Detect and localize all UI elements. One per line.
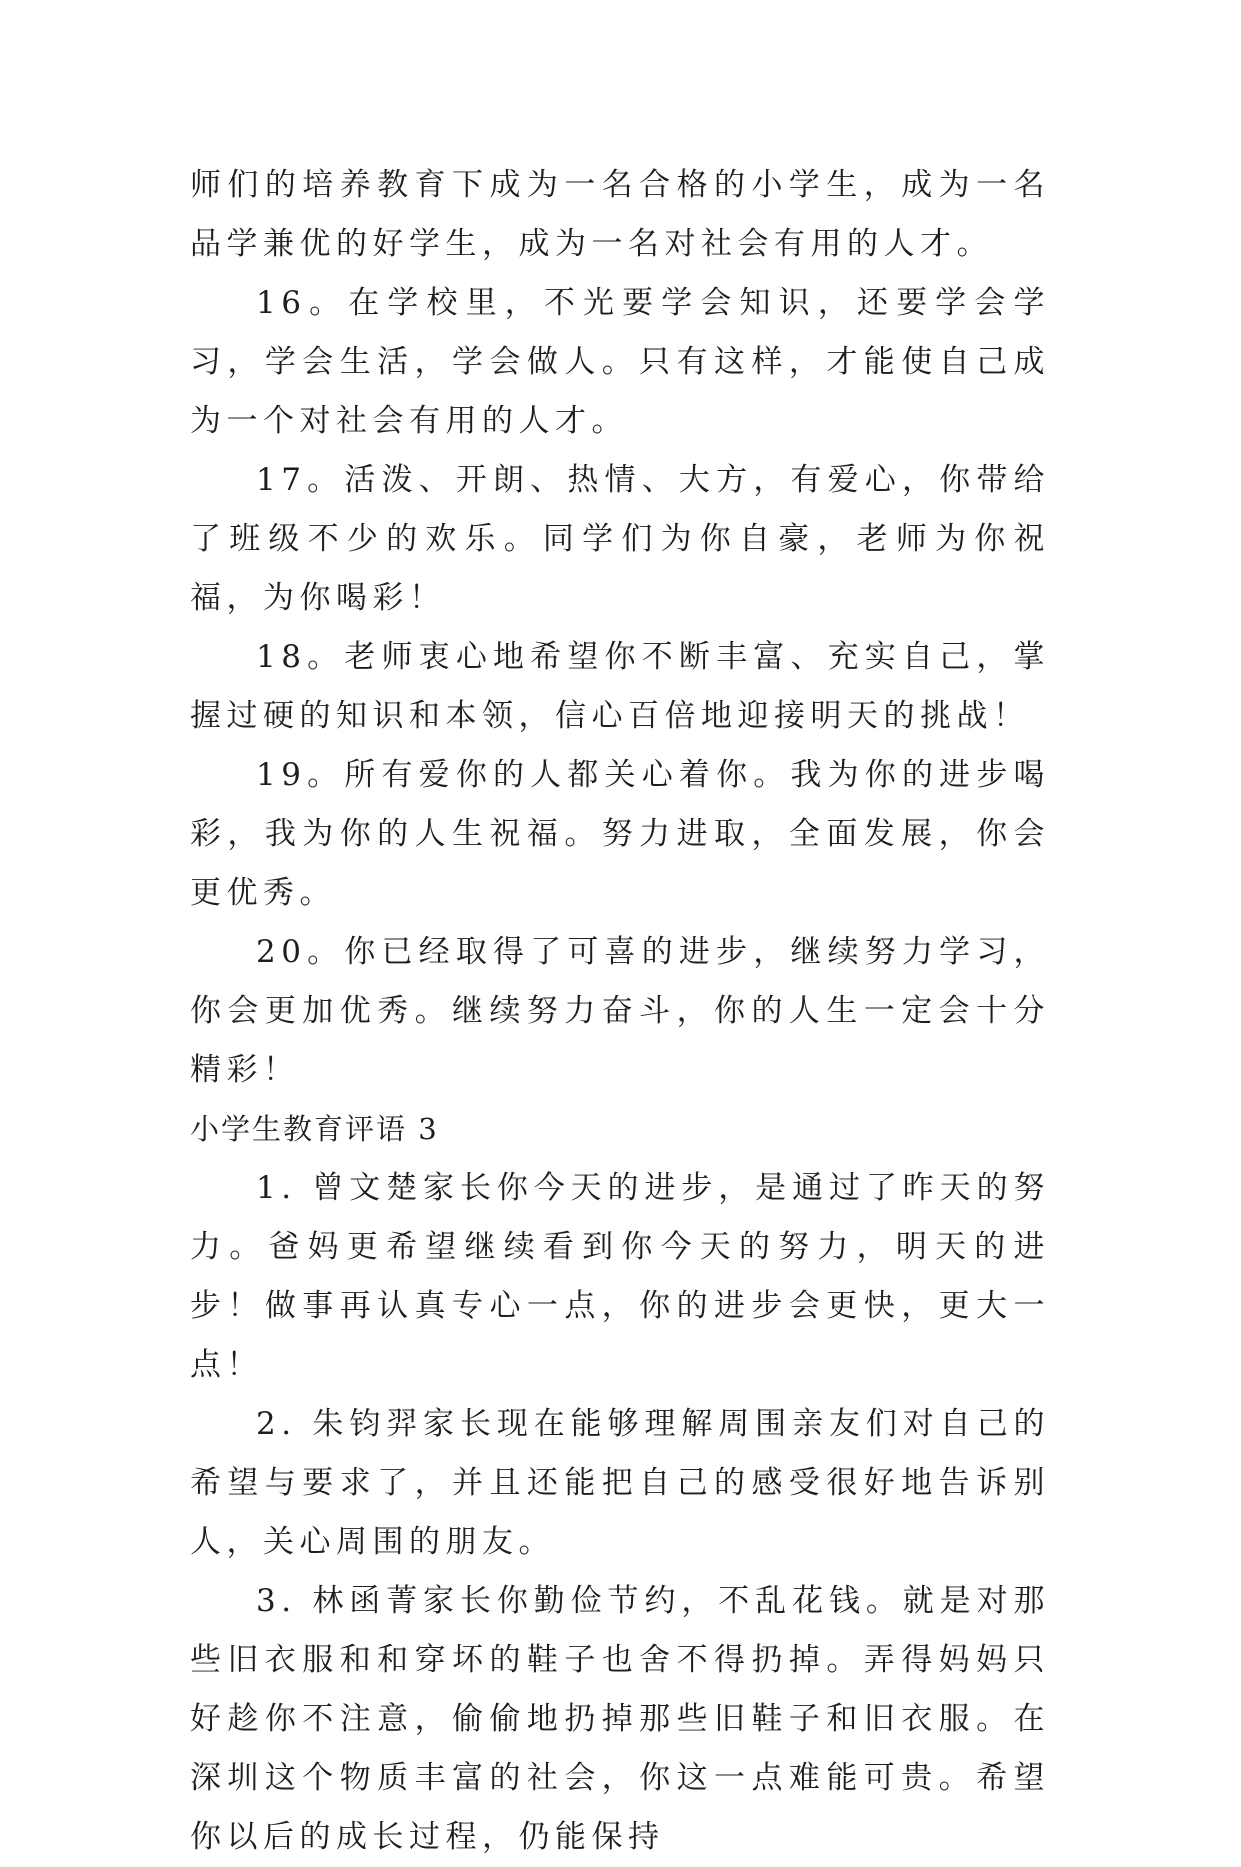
paragraph-item-19: 19。所有爱你的人都关心着你。我为你的进步喝彩，我为你的人生祝福。努力进取，全面发展，你会更优秀。 (190, 757, 1050, 911)
paragraph-item-17: 17。活泼、开朗、热情、大方，有爱心，你带给了班级不少的欢乐。同学们为你自豪，老师为你祝福，为你喝彩！ (190, 462, 1050, 616)
paragraph-item-18: 18。老师衷心地希望你不断丰富、充实自己，掌握过硬的知识和本领，信心百倍地迎接明天的挑战！ (190, 639, 1050, 734)
section-paragraph-1: 1. 曾文楚家长你今天的进步，是通过了昨天的努力。爸妈更希望继续看到你今天的努力，明天的进步！做事再认真专心一点，你的进步会更快，更大一点！ (190, 1170, 1050, 1383)
section-paragraph-3: 3. 林函菁家长你勤俭节约，不乱花钱。就是对那些旧衣服和和穿坏的鞋子也舍不得扔掉。弄得妈妈只好趁你不注意，偷偷地扔掉那些旧鞋子和旧衣服。在深圳这个物质丰富的社会，你这一点难能可贵。希望你以后的成长过程，仍能保持 (190, 1583, 1050, 1855)
paragraph-continuation: 师们的培养教育下成为一名合格的小学生，成为一名品学兼优的好学生，成为一名对社会有用的人才。 (190, 167, 1050, 262)
document-body (190, 156, 1050, 1867)
section-paragraph-2: 2. 朱钧羿家长现在能够理解周围亲友们对自己的希望与要求了，并且还能把自己的感受很好地告诉别人，关心周围的朋友。 (190, 1406, 1050, 1560)
paragraph-item-20: 20。你已经取得了可喜的进步，继续努力学习，你会更加优秀。继续努力奋斗，你的人生一定会十分精彩！ (190, 934, 1050, 1088)
section-heading: 小学生教育评语 3 (190, 1112, 439, 1146)
paragraph-item-16: 16。在学校里，不光要学会知识，还要学会学习，学会生活，学会做人。只有这样，才能使自己成为一个对社会有用的人才。 (190, 285, 1050, 439)
